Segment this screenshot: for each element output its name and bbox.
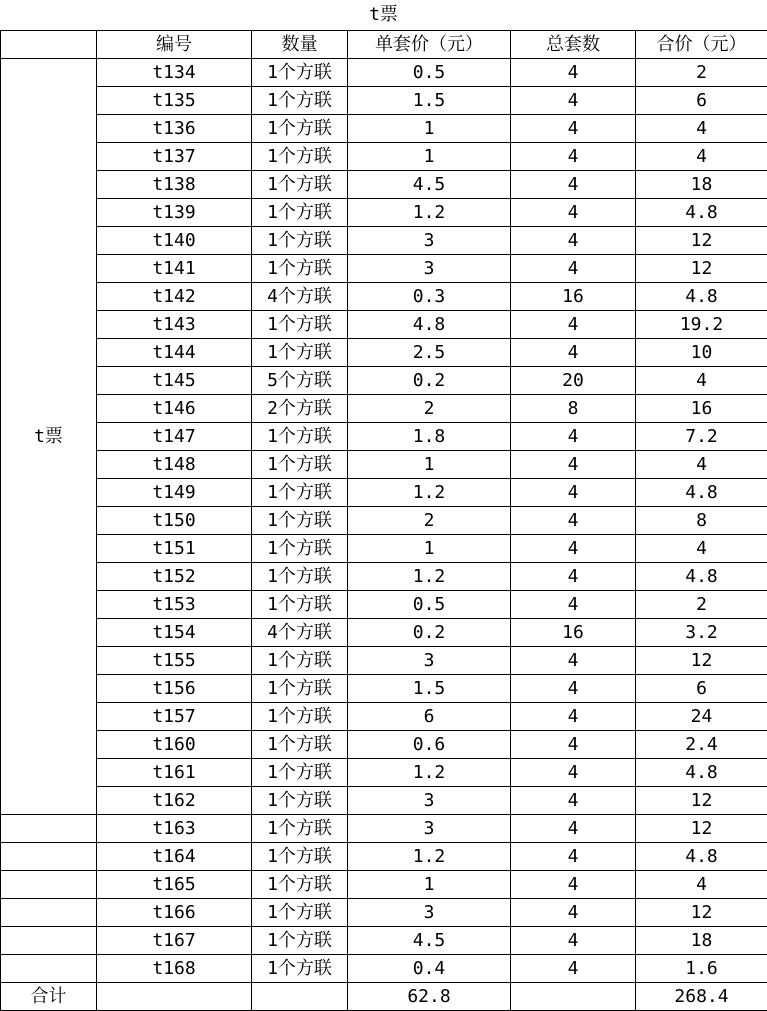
table-row — [1, 59, 767, 87]
cell-subtotal[interactable]: 6 — [636, 87, 767, 115]
cell-total-sets[interactable]: 4 — [511, 563, 636, 591]
cell-quantity[interactable]: 1个方联 — [252, 815, 348, 843]
cell-quantity[interactable]: 1个方联 — [252, 955, 348, 983]
table-row — [1, 815, 767, 843]
header-total-sets[interactable]: 总套数 — [511, 31, 636, 59]
cell-unit-price[interactable]: 1.5 — [348, 675, 511, 703]
cell-subtotal[interactable]: 12 — [636, 255, 767, 283]
cell-quantity[interactable]: 1个方联 — [252, 255, 348, 283]
cell-quantity[interactable]: 1个方联 — [252, 843, 348, 871]
cell-group-empty[interactable] — [1, 871, 97, 899]
cell-quantity[interactable]: 5个方联 — [252, 367, 348, 395]
sheet-title: t票 — [0, 0, 767, 30]
cell-total-sets[interactable]: 4 — [511, 451, 636, 479]
header-subtotal[interactable]: 合价（元） — [636, 31, 767, 59]
cell-code[interactable]: t146 — [97, 395, 252, 423]
cell-subtotal[interactable]: 18 — [636, 927, 767, 955]
cell-total-sets[interactable]: 4 — [511, 815, 636, 843]
cell-code[interactable]: t160 — [97, 731, 252, 759]
cell-unit-price[interactable]: 2 — [348, 395, 511, 423]
cell-subtotal[interactable]: 4 — [636, 451, 767, 479]
table-row — [1, 451, 767, 479]
cell-group-empty[interactable] — [1, 899, 97, 927]
table-row — [1, 787, 767, 815]
table-row — [1, 927, 767, 955]
cell-code[interactable]: t148 — [97, 451, 252, 479]
cell-total-sets[interactable]: 4 — [511, 535, 636, 563]
cell-total-sets[interactable]: 4 — [511, 787, 636, 815]
cell-code[interactable]: t134 — [97, 59, 252, 87]
cell-quantity[interactable]: 1个方联 — [252, 675, 348, 703]
cell-quantity[interactable]: 1个方联 — [252, 339, 348, 367]
cell-code[interactable]: t167 — [97, 927, 252, 955]
cell-subtotal[interactable]: 7.2 — [636, 423, 767, 451]
cell-total-sets[interactable]: 4 — [511, 423, 636, 451]
table-row — [1, 647, 767, 675]
table-row — [1, 87, 767, 115]
cell-quantity[interactable]: 2个方联 — [252, 395, 348, 423]
table-row — [1, 759, 767, 787]
cell-quantity[interactable]: 1个方联 — [252, 787, 348, 815]
table-row — [1, 731, 767, 759]
cell-total-sets[interactable]: 4 — [511, 507, 636, 535]
cell-unit-price[interactable]: 3 — [348, 647, 511, 675]
cell-code[interactable]: t150 — [97, 507, 252, 535]
total-empty-code[interactable] — [97, 983, 252, 1011]
cell-group-empty[interactable] — [1, 815, 97, 843]
cell-quantity[interactable]: 4个方联 — [252, 619, 348, 647]
table-row — [1, 171, 767, 199]
cell-unit-price[interactable]: 1 — [348, 535, 511, 563]
cell-quantity[interactable]: 1个方联 — [252, 871, 348, 899]
cell-total-sets[interactable]: 4 — [511, 255, 636, 283]
cell-code[interactable]: t163 — [97, 815, 252, 843]
cell-group-empty[interactable] — [1, 843, 97, 871]
cell-total-sets[interactable]: 4 — [511, 339, 636, 367]
cell-total-sets[interactable]: 4 — [511, 759, 636, 787]
cell-quantity[interactable]: 1个方联 — [252, 423, 348, 451]
cell-total-sets[interactable]: 4 — [511, 59, 636, 87]
cell-total-sets[interactable]: 4 — [511, 591, 636, 619]
cell-quantity[interactable]: 1个方联 — [252, 899, 348, 927]
cell-unit-price[interactable]: 3 — [348, 255, 511, 283]
cell-unit-price[interactable]: 0.5 — [348, 591, 511, 619]
table-body — [1, 31, 767, 1011]
cell-code[interactable]: t141 — [97, 255, 252, 283]
cell-total-sets[interactable]: 16 — [511, 283, 636, 311]
cell-total-sets[interactable]: 4 — [511, 871, 636, 899]
cell-subtotal[interactable]: 18 — [636, 171, 767, 199]
cell-total-sets[interactable]: 16 — [511, 619, 636, 647]
header-row — [1, 31, 767, 59]
cell-unit-price[interactable]: 1.5 — [348, 87, 511, 115]
cell-subtotal[interactable]: 4.8 — [636, 479, 767, 507]
table-row — [1, 143, 767, 171]
cell-total-sets[interactable]: 4 — [511, 171, 636, 199]
table-row — [1, 871, 767, 899]
cell-subtotal[interactable]: 4.8 — [636, 563, 767, 591]
cell-quantity[interactable]: 1个方联 — [252, 143, 348, 171]
cell-unit-price[interactable]: 2 — [348, 507, 511, 535]
cell-subtotal[interactable]: 4 — [636, 535, 767, 563]
cell-total-sets[interactable]: 4 — [511, 647, 636, 675]
cell-code[interactable]: t154 — [97, 619, 252, 647]
cell-subtotal[interactable]: 4 — [636, 115, 767, 143]
cell-group-empty[interactable] — [1, 955, 97, 983]
table-row — [1, 339, 767, 367]
cell-subtotal[interactable]: 2 — [636, 59, 767, 87]
cell-code[interactable]: t142 — [97, 283, 252, 311]
cell-quantity[interactable]: 1个方联 — [252, 311, 348, 339]
cell-code[interactable]: t156 — [97, 675, 252, 703]
cell-code[interactable]: t161 — [97, 759, 252, 787]
stamp-table — [0, 30, 767, 1011]
cell-code[interactable]: t152 — [97, 563, 252, 591]
cell-unit-price[interactable]: 0.2 — [348, 367, 511, 395]
cell-code[interactable]: t136 — [97, 115, 252, 143]
table-row — [1, 255, 767, 283]
cell-subtotal[interactable]: 4 — [636, 871, 767, 899]
cell-code[interactable]: t168 — [97, 955, 252, 983]
cell-subtotal[interactable]: 24 — [636, 703, 767, 731]
cell-subtotal[interactable]: 10 — [636, 339, 767, 367]
cell-quantity[interactable]: 1个方联 — [252, 171, 348, 199]
cell-subtotal[interactable]: 19.2 — [636, 311, 767, 339]
cell-subtotal[interactable]: 4 — [636, 367, 767, 395]
cell-unit-price[interactable]: 0.2 — [348, 619, 511, 647]
cell-quantity[interactable]: 1个方联 — [252, 451, 348, 479]
cell-code[interactable]: t144 — [97, 339, 252, 367]
cell-unit-price[interactable]: 1.2 — [348, 843, 511, 871]
cell-subtotal[interactable]: 4.8 — [636, 759, 767, 787]
cell-group-empty[interactable] — [1, 927, 97, 955]
cell-total-sets[interactable]: 4 — [511, 927, 636, 955]
cell-unit-price[interactable]: 1 — [348, 871, 511, 899]
cell-subtotal[interactable]: 12 — [636, 647, 767, 675]
table-row — [1, 899, 767, 927]
cell-total-sets[interactable]: 4 — [511, 703, 636, 731]
total-empty-quantity[interactable] — [252, 983, 348, 1011]
cell-total-sets[interactable]: 4 — [511, 115, 636, 143]
cell-quantity[interactable]: 1个方联 — [252, 563, 348, 591]
cell-quantity[interactable]: 1个方联 — [252, 535, 348, 563]
cell-code[interactable]: t157 — [97, 703, 252, 731]
cell-unit-price[interactable]: 4.5 — [348, 171, 511, 199]
cell-subtotal[interactable]: 6 — [636, 675, 767, 703]
cell-subtotal[interactable]: 12 — [636, 899, 767, 927]
cell-code[interactable]: t138 — [97, 171, 252, 199]
cell-unit-price[interactable]: 1 — [348, 115, 511, 143]
cell-total-sets[interactable]: 4 — [511, 199, 636, 227]
cell-code[interactable]: t165 — [97, 871, 252, 899]
cell-subtotal[interactable]: 4.8 — [636, 843, 767, 871]
cell-quantity[interactable]: 1个方联 — [252, 115, 348, 143]
table-row — [1, 115, 767, 143]
header-quantity[interactable]: 数量 — [252, 31, 348, 59]
cell-subtotal[interactable]: 4.8 — [636, 283, 767, 311]
cell-code[interactable]: t155 — [97, 647, 252, 675]
cell-code[interactable]: t137 — [97, 143, 252, 171]
cell-subtotal[interactable]: 8 — [636, 507, 767, 535]
table-row — [1, 395, 767, 423]
cell-unit-price[interactable]: 2.5 — [348, 339, 511, 367]
cell-unit-price[interactable]: 4.5 — [348, 927, 511, 955]
cell-total-sets[interactable]: 4 — [511, 899, 636, 927]
cell-total-sets[interactable]: 4 — [511, 311, 636, 339]
cell-unit-price[interactable]: 0.6 — [348, 731, 511, 759]
cell-code[interactable]: t147 — [97, 423, 252, 451]
cell-code[interactable]: t139 — [97, 199, 252, 227]
cell-total-sets[interactable]: 4 — [511, 227, 636, 255]
cell-unit-price[interactable]: 4.8 — [348, 311, 511, 339]
cell-quantity[interactable]: 1个方联 — [252, 479, 348, 507]
cell-unit-price[interactable]: 1.2 — [348, 759, 511, 787]
cell-total-sets[interactable]: 4 — [511, 143, 636, 171]
cell-unit-price[interactable]: 0.5 — [348, 59, 511, 87]
cell-total-sets[interactable]: 4 — [511, 675, 636, 703]
cell-code[interactable]: t166 — [97, 899, 252, 927]
cell-subtotal[interactable]: 12 — [636, 227, 767, 255]
table-row — [1, 535, 767, 563]
cell-subtotal[interactable]: 1.6 — [636, 955, 767, 983]
cell-code[interactable]: t143 — [97, 311, 252, 339]
table-row — [1, 591, 767, 619]
cell-quantity[interactable]: 1个方联 — [252, 927, 348, 955]
cell-code[interactable]: t164 — [97, 843, 252, 871]
cell-total-sets[interactable]: 4 — [511, 479, 636, 507]
table-row — [1, 283, 767, 311]
table-row — [1, 955, 767, 983]
table-row — [1, 227, 767, 255]
table-row — [1, 563, 767, 591]
cell-unit-price[interactable]: 1 — [348, 451, 511, 479]
cell-subtotal[interactable]: 2.4 — [636, 731, 767, 759]
total-empty-sets[interactable] — [511, 983, 636, 1011]
cell-quantity[interactable]: 1个方联 — [252, 731, 348, 759]
table-row — [1, 703, 767, 731]
cell-quantity[interactable]: 1个方联 — [252, 703, 348, 731]
header-code[interactable]: 编号 — [97, 31, 252, 59]
cell-code[interactable]: t149 — [97, 479, 252, 507]
cell-total-sets[interactable]: 4 — [511, 731, 636, 759]
cell-subtotal[interactable]: 4.8 — [636, 199, 767, 227]
cell-subtotal[interactable]: 3.2 — [636, 619, 767, 647]
cell-quantity[interactable]: 1个方联 — [252, 227, 348, 255]
cell-code[interactable]: t140 — [97, 227, 252, 255]
cell-code[interactable]: t162 — [97, 787, 252, 815]
cell-unit-price[interactable]: 3 — [348, 899, 511, 927]
cell-unit-price[interactable]: 1 — [348, 143, 511, 171]
cell-subtotal[interactable]: 16 — [636, 395, 767, 423]
cell-quantity[interactable]: 1个方联 — [252, 591, 348, 619]
cell-quantity[interactable]: 1个方联 — [252, 507, 348, 535]
cell-total-sets[interactable]: 8 — [511, 395, 636, 423]
header-unit-price[interactable]: 单套价（元） — [348, 31, 511, 59]
cell-code[interactable]: t145 — [97, 367, 252, 395]
table-row — [1, 675, 767, 703]
cell-unit-price[interactable]: 1.2 — [348, 199, 511, 227]
total-subtotal-sum[interactable]: 268.4 — [636, 983, 767, 1011]
table-row — [1, 423, 767, 451]
cell-quantity[interactable]: 1个方联 — [252, 59, 348, 87]
table-row — [1, 619, 767, 647]
table-row — [1, 367, 767, 395]
cell-unit-price[interactable]: 1.8 — [348, 423, 511, 451]
cell-group-label[interactable]: t票 — [1, 59, 97, 815]
cell-quantity[interactable]: 1个方联 — [252, 759, 348, 787]
cell-unit-price[interactable]: 3 — [348, 815, 511, 843]
table-row — [1, 199, 767, 227]
cell-quantity[interactable]: 1个方联 — [252, 647, 348, 675]
cell-unit-price[interactable]: 1.2 — [348, 479, 511, 507]
cell-quantity[interactable]: 1个方联 — [252, 199, 348, 227]
cell-quantity[interactable]: 4个方联 — [252, 283, 348, 311]
cell-subtotal[interactable]: 2 — [636, 591, 767, 619]
cell-subtotal[interactable]: 12 — [636, 787, 767, 815]
cell-subtotal[interactable]: 4 — [636, 143, 767, 171]
cell-quantity[interactable]: 1个方联 — [252, 87, 348, 115]
table-row — [1, 507, 767, 535]
cell-total-sets[interactable]: 4 — [511, 843, 636, 871]
cell-total-sets[interactable]: 4 — [511, 955, 636, 983]
cell-unit-price[interactable]: 1.2 — [348, 563, 511, 591]
cell-total-sets[interactable]: 4 — [511, 87, 636, 115]
table-row — [1, 311, 767, 339]
cell-unit-price[interactable]: 0.4 — [348, 955, 511, 983]
table-row — [1, 843, 767, 871]
total-row — [1, 983, 767, 1011]
total-label[interactable]: 合计 — [1, 983, 97, 1011]
table-row — [1, 479, 767, 507]
cell-unit-price[interactable]: 3 — [348, 227, 511, 255]
cell-subtotal[interactable]: 12 — [636, 815, 767, 843]
total-unit-price-sum[interactable]: 62.8 — [348, 983, 511, 1011]
cell-code[interactable]: t153 — [97, 591, 252, 619]
cell-unit-price[interactable]: 6 — [348, 703, 511, 731]
cell-unit-price[interactable]: 0.3 — [348, 283, 511, 311]
cell-unit-price[interactable]: 3 — [348, 787, 511, 815]
cell-code[interactable]: t151 — [97, 535, 252, 563]
cell-code[interactable]: t135 — [97, 87, 252, 115]
cell-total-sets[interactable]: 20 — [511, 367, 636, 395]
header-group[interactable] — [1, 31, 97, 59]
